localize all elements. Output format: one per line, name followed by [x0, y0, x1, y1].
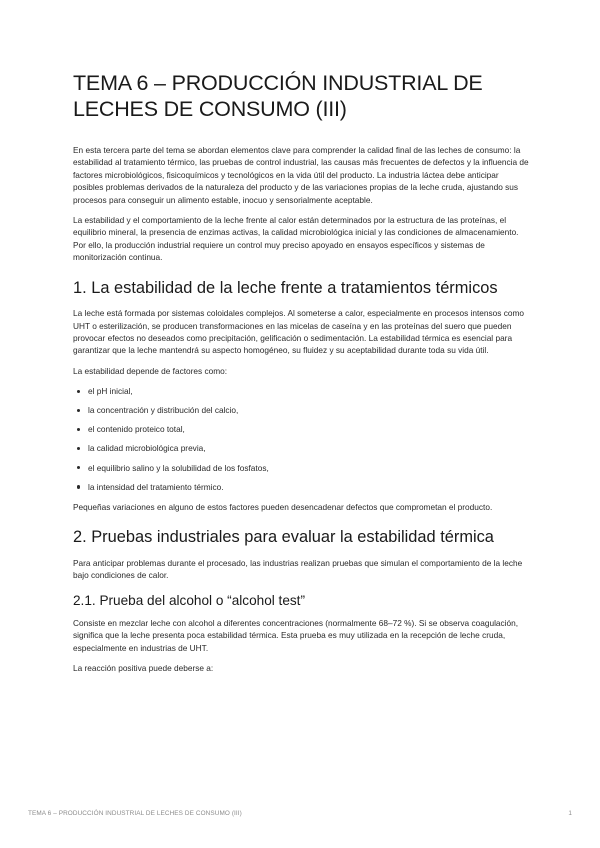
footer-page-number: 1 [568, 810, 572, 817]
list-item-text: la concentración y distribución del calcio, [88, 405, 239, 416]
document-page [73, 70, 531, 682]
intro-paragraph-1: En esta tercera parte del tema se abordan elementos clave para comprender la calidad final de las leches de consumo: la estabilidad al tratamiento térmico, las pruebas de control industrial, las causas más frecuentes de defectos y la influencia de factores microbiológicos, fisicoquímicos y tecnológicos en la vida útil del producto. La industria láctea debe anticipar posibles problemas derivados de la naturaleza del producto y de las variaciones propias de la leche cruda, ajustando sus procesos para conseguir un alimento estable, inocuo y sensorialmente aceptable. [73, 145, 529, 205]
list-item-text: el contenido proteico total, [88, 424, 185, 435]
section-1-paragraph-1: La leche está formada por sistemas coloidales complejos. Al someterse a calor, especialmente en procesos intensos como UHT o esterilización, se producen transformaciones en las micelas de caseína y en las proteínas del suero que pueden provocar efectos no deseados como precipitación, gelificación o sedimentación. La estabilidad térmica es esencial para garantizar que la leche mantendrá su aspecto homogéneo, su fluidez y su aceptabilidad durante toda su vida útil. [73, 308, 525, 356]
list-item-text: el pH inicial, [88, 386, 133, 397]
bullet-icon [77, 390, 80, 393]
list-item [73, 404, 531, 416]
section-1-heading: 1. La estabilidad de la leche frente a tratamientos térmicos [73, 278, 498, 297]
list-item-text: la calidad microbiológica previa, [88, 443, 206, 454]
bullet-icon [77, 409, 80, 412]
bullet-icon [77, 447, 80, 450]
footer-running-title: TEMA 6 – PRODUCCIÓN INDUSTRIAL DE LECHES DE CONSUMO (III) [28, 810, 242, 817]
section-2-heading: 2. Pruebas industriales para evaluar la estabilidad térmica [73, 528, 494, 547]
factors-list [73, 385, 531, 493]
document-title: TEMA 6 – PRODUCCIÓN INDUSTRIAL DE LECHES DE CONSUMO (III) [73, 71, 483, 121]
list-item-text: el equilibrio salino y la solubilidad de los fosfatos, [88, 462, 269, 473]
list-item [73, 481, 531, 493]
section-2-paragraph-1: Para anticipar problemas durante el procesado, las industrias realizan pruebas que simulan el comportamiento de la leche bajo condiciones de calor. [73, 557, 523, 581]
subsection-2-1-paragraph-1: Consiste en mezclar leche con alcohol a diferentes concentraciones (normalmente 68–72 %). Si se observa coagulación, significa que la leche presenta poca estabilidad térmica. Esta prueba es muy utilizada en la recepción de leche cruda, especialmente en industrias de UHT. [73, 617, 519, 653]
list-item [73, 423, 531, 435]
bullet-icon [77, 485, 80, 488]
section-1-paragraph-2: Pequeñas variaciones en alguno de estos factores pueden desencadenar defectos que comprometan el producto. [73, 502, 493, 513]
intro-paragraph-2: La estabilidad y el comportamiento de la leche frente al calor están determinados por la estructura de las proteínas, el equilibrio mineral, la presencia de enzimas activas, la calidad microbiológica inicial y las condiciones de almacenamiento. Por ello, la producción industrial requiere un control muy preciso apoyado en ensayos específicos y sistemas de monitorización continua. [73, 215, 519, 263]
factors-list-intro: La estabilidad depende de factores como: [73, 365, 228, 376]
list-item-text: la intensidad del tratamiento térmico. [88, 481, 224, 492]
list-item [73, 462, 531, 474]
bullet-icon [77, 428, 80, 431]
subsection-2-1-paragraph-2: La reacción positiva puede deberse a: [73, 663, 214, 673]
list-item [73, 385, 531, 397]
list-item [73, 442, 531, 454]
page-footer [28, 810, 572, 817]
bullet-icon [77, 466, 80, 469]
subsection-2-1-heading: 2.1. Prueba del alcohol o “alcohol test” [73, 592, 305, 608]
